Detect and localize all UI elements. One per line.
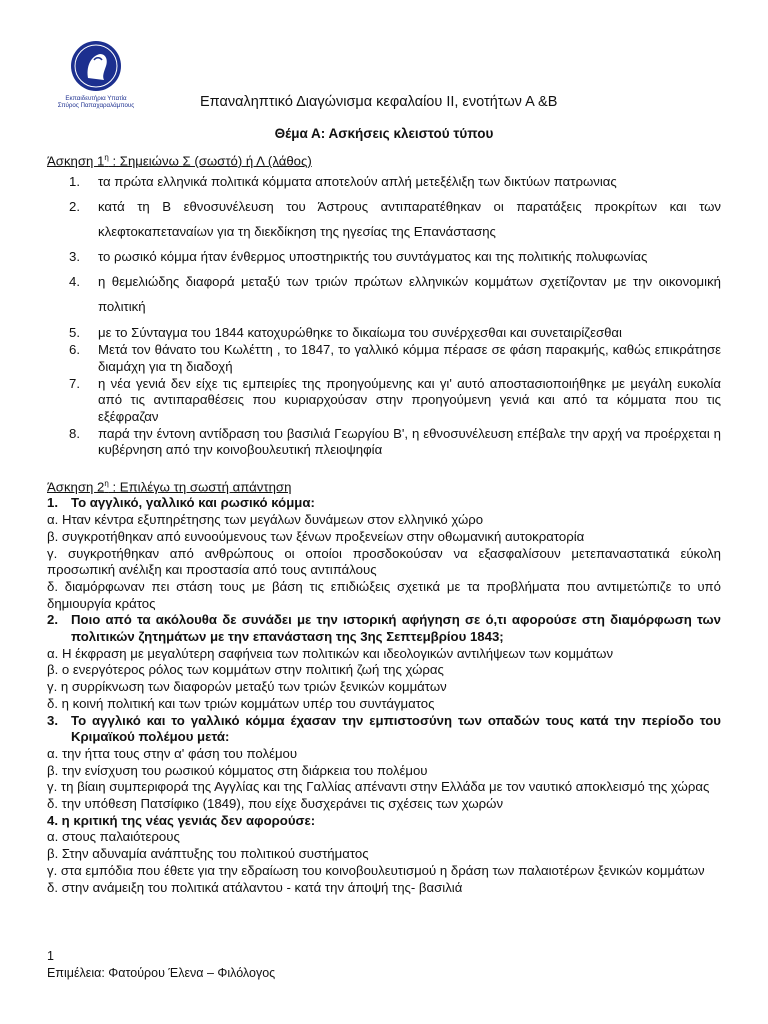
answer-option: γ. η συρρίκνωση των διαφορών μεταξύ των τριών ξενικών κομμάτων xyxy=(47,679,447,695)
question-1: 1. Το αγγλικό, γαλλικό και ρωσικό κόμμα: xyxy=(47,495,315,511)
list-item: 3. το ρωσικό κόμμα ήταν ένθερμος υποστηρικτής του συντάγματος και της πολιτικής πολυφωνίας xyxy=(69,249,648,265)
answer-option: β. συγκροτήθηκαν από ευνοούμενους των ξένων προξενείων στην οθωμανική αυτοκρατορία xyxy=(47,528,585,544)
logo-emblem-icon xyxy=(50,38,140,110)
list-item: 4. η θεμελιώδης διαφορά μεταξύ των τριών πρώτων ελληνικών κομμάτων σχετίζονταν με την οικονομική πολιτική xyxy=(69,274,721,315)
section-title: Θέμα Α: Ασκήσεις κλειστού τύπου xyxy=(274,126,494,141)
footer-author: Επιμέλεια: Φατούρου Έλενα – Φιλόλογος xyxy=(47,966,276,980)
logo-text-line-2: Σπύρος Παπαχαραλάμπους xyxy=(57,102,135,109)
list-item: 6. Μετά τον θάνατο του Κωλέττη , το 1847, το γαλλικό κόμμα πέρασε σε φάση παρακμής, καθώς επικράτησε διαμάχη για τη διαδοχή xyxy=(69,342,721,374)
answer-option: α. στους παλαιότερους xyxy=(47,829,180,845)
answer-option: α. την ήττα τους στην α' φάση του πολέμου xyxy=(47,745,298,761)
answer-option: δ. η κοινή πολιτική και των τριών κομμάτων υπέρ του συντάγματος xyxy=(47,695,435,711)
logo-text-line-1: Εκπαιδευτήρια Υπατία xyxy=(65,95,127,102)
list-item: 5. με το Σύνταγμα του 1844 κατοχυρώθηκε το δικαίωμα του συνέρχεσθαι και συνεταιρίζεσθαι xyxy=(69,325,622,341)
exercise-1-heading: Άσκηση $1^\eta$ : Σημειώνω Σ (σωστό) ή Λ (λάθος) xyxy=(47,153,312,169)
document-title: Επαναληπτικό Διαγώνισμα κεφαλαίου ΙΙ, ενοτήτων Α &Β xyxy=(200,94,558,110)
exercise-1-list xyxy=(47,169,721,459)
exercise-2-heading: Άσκηση $2^\eta$ : Επιλέγω τη σωστή απάντηση xyxy=(47,479,292,495)
list-item: 8. παρά την έντονη αντίδραση του βασιλιά Γεωργίου Β', η εθνοσυνέλευση επέβαλε την αρχή να προέρχεται η κυβέρνηση από την κοινοβουλευτική πλειοψηφία xyxy=(69,425,721,458)
answer-option: γ. τη βίαιη συμπεριφορά της Αγγλίας και της Γαλλίας απέναντι στην Ελλάδα με τον ναυτικό αποκλεισμό της χώρας xyxy=(47,779,710,795)
question-4: 4. η κριτική της νέας γενιάς δεν αφορούσε: xyxy=(47,812,316,828)
question-3: 3. Το αγγλικό και το γαλλικό κόμμα έχασαν την εμπιστοσύνη των οπαδών τους κατά την περίοδο του Κριμαϊκού πολέμου μετά: xyxy=(47,712,721,745)
school-logo xyxy=(50,38,140,110)
question-2: 2. Ποιο από τα ακόλουθα δε συνάδει με την ιστορική αφήγηση σε ό,τι αφορούσε στη διαμόρφωση των πολιτικών ζητημάτων με την επανάσταση της 3ης Σεπτεμβρίου 1843; xyxy=(47,612,721,645)
answer-option: δ. στην ανάμειξη του πολιτικά ατάλαντου - κατά την άποψή της- βασιλιά xyxy=(47,879,463,895)
answer-option: β. ο ενεργότερος ρόλος των κομμάτων στην πολιτική ζωή της χώρας xyxy=(47,662,444,678)
answer-option: γ. στα εμπόδια που έθετε για την εδραίωση του κοινοβουλευτισμού η δράση των παλαιοτέρων ξενικών κομμάτων xyxy=(47,862,705,878)
page-number: 1 xyxy=(47,949,54,963)
document-body xyxy=(47,149,721,896)
spacer xyxy=(47,459,721,475)
answer-option: α. Η έκφραση με μεγαλύτερη σαφήνεια των πολιτικών και ιδεολογικών αντιλήψεων των κομμάτων xyxy=(47,645,614,661)
list-item: 2. κατά τη Β εθνοσυνέλευση του Άστρους αντιπαρατέθηκαν οι παρατάξεις προκρίτων και των κλεφτοκαπεταναίων για τη διεκδίκηση της ηγεσίας της Επανάστασης xyxy=(69,199,721,240)
list-item: 1. τα πρώτα ελληνικά πολιτικά κόμματα αποτελούν απλή μετεξέλιξη των δικτύων πατρωνιας xyxy=(69,174,617,190)
list-item: 7. η νέα γενιά δεν είχε τις εμπειρίες της προηγούμενης και γι' αυτό αποστασιοποιήθηκε με μεγάλη ευκολία από τις αντιπαραθέσεις που κυριαρχούσαν στην προηγούμενη γενιά και από τα κόμματα που τις εξέφραζαν xyxy=(69,375,721,424)
answer-option: β. Στην αδυναμία ανάπτυξης του πολιτικού συστήματος xyxy=(47,846,369,862)
answer-option: γ. συγκροτήθηκαν από ανθρώπους οι οποίοι προσδοκούσαν να εξασφαλίσουν μετεπαναστατικά εύκολη προσωπική ανέλιξη και προστασία από τους αντιπάλους xyxy=(47,545,721,578)
answer-option: α. Ηταν κέντρα εξυπηρέτησης των μεγάλων δυνάμεων στον ελληνικό χώρο xyxy=(47,512,484,528)
answer-option: δ. διαμόρφωναν πει στάση τους με βάση τις επιδιώξεις σχετικά με τα προβλήματα που αντιμετώπιζε το υπό δημιουργία κράτος xyxy=(47,578,721,611)
answer-option: δ. την υπόθεση Πατσίφικο (1849), που είχε δυσχεράνει τις σχέσεις των χωρών xyxy=(47,796,504,812)
answer-option: β. την ενίσχυση του ρωσικού κόμματος στη διάρκεια του πολέμου xyxy=(47,762,428,778)
